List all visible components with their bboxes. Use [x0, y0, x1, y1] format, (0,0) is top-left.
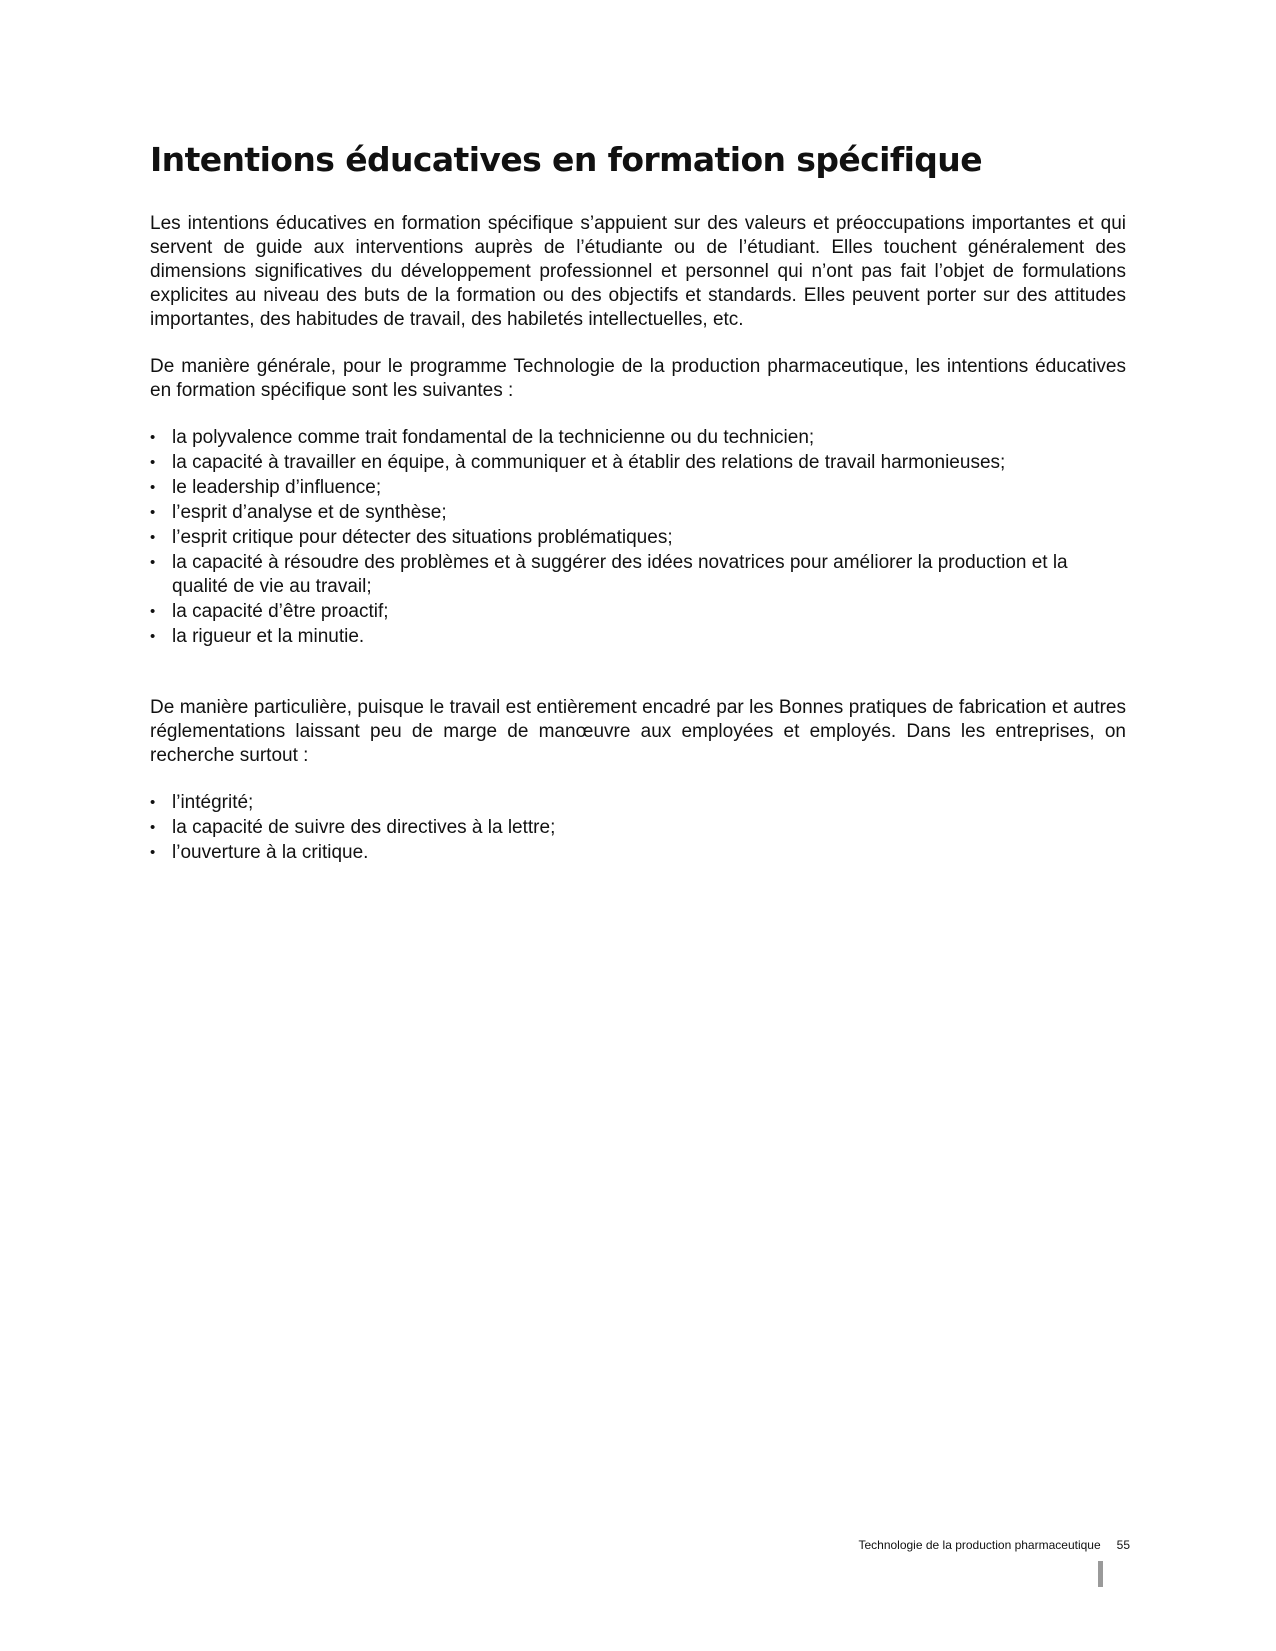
list-item-text: la rigueur et la minutie. [172, 626, 365, 647]
bullet-icon: • [150, 529, 156, 546]
bullet-icon: • [150, 628, 156, 645]
list-item [150, 841, 1126, 865]
list-item [150, 600, 1126, 624]
list-item-text: la capacité à résoudre des problèmes et à suggérer des idées novatrices pour améliorer la production et la qualité de vie au travail; [172, 552, 1068, 597]
list-item-text: le leadership d’influence; [172, 477, 382, 498]
bullet-icon: • [150, 794, 156, 811]
list-item [150, 501, 1126, 525]
general-intentions-list [150, 426, 1126, 649]
particular-intentions-paragraph: De manière particulière, puisque le travail est entièrement encadré par les Bonnes pratiques de fabrication et autres réglementations laissant peu de marge de manœuvre aux employées et employés. Dans les entreprises, on recherche surtout : [150, 697, 1126, 766]
list-item [150, 791, 1126, 815]
list-item [150, 625, 1126, 649]
list-item-text: la capacité à travailler en équipe, à communiquer et à établir des relations de travail harmonieuses; [172, 452, 1006, 473]
list-item-text: l’intégrité; [172, 792, 254, 813]
list-item-text: l’ouverture à la critique. [172, 842, 369, 863]
bullet-icon: • [150, 479, 156, 496]
document-page [150, 140, 1126, 866]
bullet-icon: • [150, 554, 156, 571]
list-item [150, 816, 1126, 840]
particular-intentions-list [150, 791, 1126, 865]
general-intentions-paragraph: De manière générale, pour le programme Technologie de la production pharmaceutique, les intentions éducatives en formation spécifique sont les suivantes : [150, 356, 1126, 401]
page-title: Intentions éducatives en formation spécifique [150, 140, 982, 179]
list-item-text: l’esprit critique pour détecter des situations problématiques; [172, 527, 673, 548]
bullet-icon: • [150, 603, 156, 620]
bullet-icon: • [150, 504, 156, 521]
bullet-icon: • [150, 819, 156, 836]
bullet-icon: • [150, 844, 156, 861]
list-item [150, 476, 1126, 500]
footer-marker-bar [1098, 1561, 1103, 1587]
list-item-text: la capacité d’être proactif; [172, 601, 389, 622]
page-number: 55 [1116, 1538, 1130, 1552]
list-item-text: la capacité de suivre des directives à la lettre; [172, 817, 556, 838]
list-item [150, 551, 1126, 599]
bullet-icon: • [150, 429, 156, 446]
list-item-text: la polyvalence comme trait fondamental de la technicienne ou du technicien; [172, 427, 815, 448]
page-footer [790, 1537, 1130, 1553]
bullet-icon: • [150, 454, 156, 471]
list-item-text: l’esprit d’analyse et de synthèse; [172, 502, 447, 523]
intro-paragraph: Les intentions éducatives en formation spécifique s’appuient sur des valeurs et préoccupations importantes et qui servent de guide aux interventions auprès de l’étudiante ou de l’étudiant. Elles touchent généralement des dimensions significatives du développement professionnel et personnel qui n’ont pas fait l’objet de formulations explicites au niveau des buts de la formation ou des objectifs et standards. Elles peuvent porter sur des attitudes importantes, des habitudes de travail, des habiletés intellectuelles, etc. [150, 213, 1126, 330]
list-item [150, 526, 1126, 550]
list-item [150, 426, 1126, 450]
footer-title: Technologie de la production pharmaceutique [858, 1538, 1101, 1552]
list-item [150, 451, 1126, 475]
